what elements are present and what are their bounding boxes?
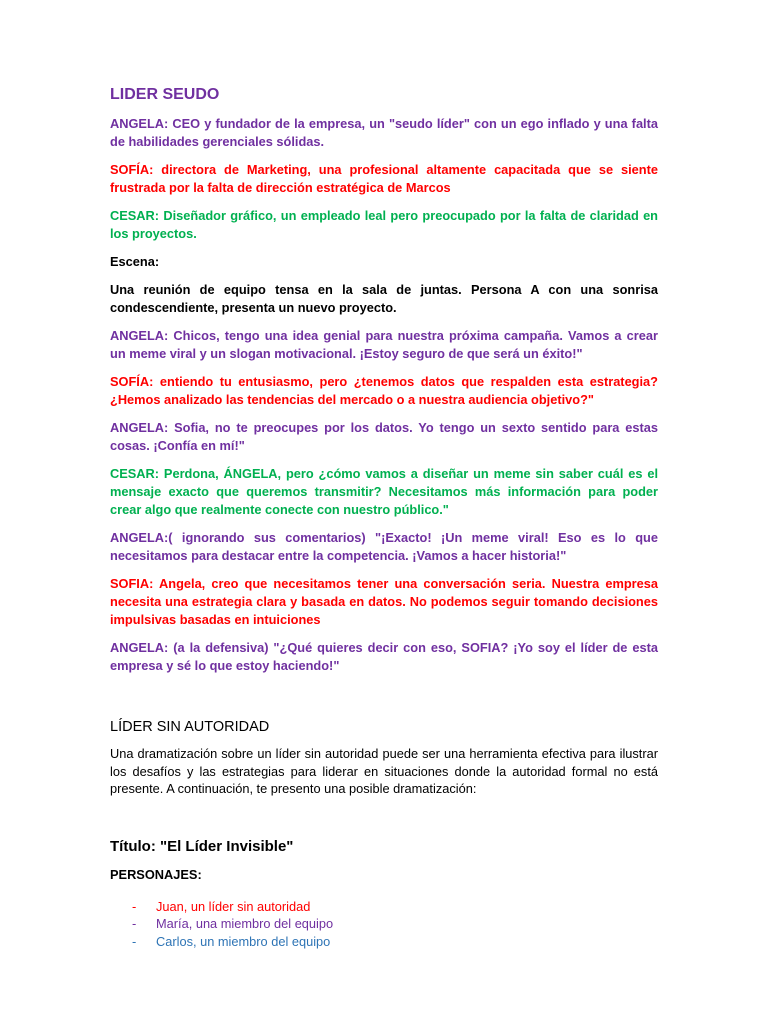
list-item bbox=[110, 915, 658, 933]
personajes-list bbox=[110, 898, 658, 951]
heading-lider-sin-autoridad: LÍDER SIN AUTORIDAD bbox=[110, 719, 270, 735]
character-sofia: SOFÍA: directora de Marketing, una profesional altamente capacitada que se siente frustrada por la falta de dirección estratégica de Marcos bbox=[110, 162, 658, 195]
heading-lider-seudo: LIDER SEUDO bbox=[110, 86, 220, 103]
dash-marker: - bbox=[132, 933, 137, 949]
character-cesar: CESAR: Diseñador gráfico, un empleado leal pero preocupado por la falta de claridad en los proyectos. bbox=[110, 208, 658, 241]
dialogue-line: ANGELA: (a la defensiva) "¿Qué quieres decir con eso, SOFIA? ¡Yo soy el líder de esta empresa y sé lo que estoy haciendo!" bbox=[110, 640, 658, 673]
dialogue-line: SOFÍA: entiendo tu entusiasmo, pero ¿tenemos datos que respalden esta estrategia? ¿Hemos analizado las tendencias del mercado o a nuestra audiencia objetivo?" bbox=[110, 374, 658, 407]
dialogue-line: ANGELA: Sofia, no te preocupes por los datos. Yo tengo un sexto sentido para estas cosas. ¡Confía en mí!" bbox=[110, 420, 658, 453]
list-item-text: Carlos, un miembro del equipo bbox=[156, 933, 331, 949]
dash-marker: - bbox=[132, 916, 137, 931]
document-content bbox=[110, 86, 658, 950]
list-item bbox=[110, 933, 658, 951]
dialogue-line: ANGELA:( ignorando sus comentarios) "¡Exacto! ¡Un meme viral! Eso es lo que necesitamos para destacar entre la competencia. ¡Vamos a hacer historia!" bbox=[110, 530, 658, 563]
dialogue-line: SOFIA: Angela, creo que necesitamos tener una conversación seria. Nuestra empresa necesita una estrategia clara y basada en datos. No podemos seguir tomando decisiones impulsivas basadas en intuiciones bbox=[110, 576, 658, 627]
dialogue-line: CESAR: Perdona, ÁNGELA, pero ¿cómo vamos a diseñar un meme sin saber cuál es el mensaje exacto que queremos transmitir? Necesitamos más información para poder crear algo que realmente conecte con nuestro público." bbox=[110, 466, 658, 517]
scene-label: Escena: bbox=[110, 254, 160, 269]
list-item-text: Juan, un líder sin autoridad bbox=[156, 898, 311, 914]
intro-paragraph: Una dramatización sobre un líder sin autoridad puede ser una herramienta efectiva para ilustrar los desafíos y las estrategias para liderar en situaciones donde la autoridad formal no está presente. A continuación, te presento una posible dramatización: bbox=[110, 746, 658, 796]
list-item bbox=[110, 898, 658, 916]
list-item-text: María, una miembro del equipo bbox=[156, 916, 334, 931]
play-title: Título: "El Líder Invisible" bbox=[110, 837, 294, 855]
personajes-label: PERSONAJES: bbox=[110, 866, 202, 882]
scene-text: Una reunión de equipo tensa en la sala de juntas. Persona A con una sonrisa condescendiente, presenta un nuevo proyecto. bbox=[110, 282, 658, 315]
dialogue-line: ANGELA: Chicos, tengo una idea genial para nuestra próxima campaña. Vamos a crear un meme viral y un slogan motivacional. ¡Estoy seguro de que será un éxito!" bbox=[110, 328, 658, 361]
dash-marker: - bbox=[132, 898, 137, 914]
character-angela: ANGELA: CEO y fundador de la empresa, un "seudo líder" con un ego inflado y una falta de habilidades gerenciales sólidas. bbox=[110, 116, 658, 149]
